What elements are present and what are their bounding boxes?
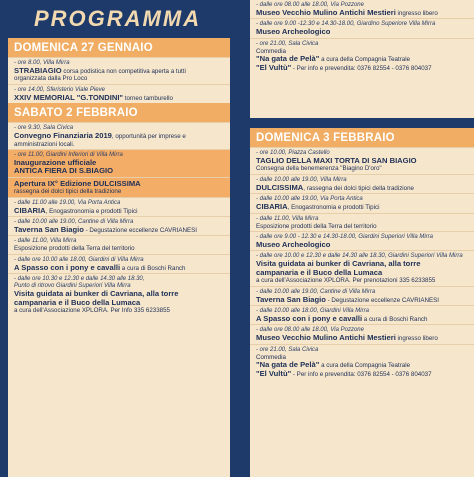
event-line xyxy=(256,260,470,268)
event-description: - Per info e prevendita: 0376 82554 - 0376 804037 xyxy=(291,370,432,378)
event-time-place: - ore 8.00, Villa Mirra xyxy=(14,60,70,66)
event-description: a cura di Boschi Ranch xyxy=(120,264,186,272)
event-description: - Degustazione eccellenze CAVRIANESI xyxy=(325,296,439,304)
event-time-place: - dalle 10.00 alle 19.00, Via Porta Antica xyxy=(256,196,363,203)
event-description: organizzata dalla Pro Loco xyxy=(14,75,88,83)
event-title: "Na gata de Pelà" xyxy=(256,55,320,64)
event-item xyxy=(250,38,474,73)
event-time-place: - dalle ore 10.00 alle 18.00, Giardini di Villa Mirra xyxy=(14,256,144,263)
event-title: "El Vultù" xyxy=(256,369,292,378)
event-description: a cura dell'Associazione XPLORA. Per prenotazioni 335 6233855 xyxy=(256,277,436,285)
event-title: "El Vultù" xyxy=(256,63,292,72)
event-item xyxy=(250,147,474,174)
event-description: ingresso libero xyxy=(395,335,438,343)
event-line xyxy=(14,290,226,298)
event-title: campanaria e il Buco della Lumaca xyxy=(14,298,141,307)
right-bottom-column xyxy=(250,128,474,477)
event-time-place: - dalle 10.00 alle 18.00, Giardini Villa Mirra xyxy=(256,308,369,315)
event-title: A Spasso con i pony e cavalli xyxy=(14,263,121,272)
event-description: amministrazioni locali. xyxy=(14,140,75,148)
event-description: a cura di Boschi Ranch xyxy=(362,316,428,324)
event-description: a cura della Compagnia Teatrale xyxy=(319,362,411,370)
event-description: rassegna dei dolci tipici della tradizione xyxy=(14,188,122,196)
event-item xyxy=(250,344,474,379)
event-time-place: - dalle ore 10.00 e 12.30 e dalle 14.30 alle 18.30, Giardini Superiori Villa Mirra xyxy=(256,253,463,260)
event-description: ingresso libero xyxy=(395,10,438,17)
event-title: XXIV MEMORIAL "G.TONDINI" xyxy=(14,93,124,102)
event-line xyxy=(256,157,470,165)
event-title: CIBARIA xyxy=(14,206,46,215)
event-line xyxy=(14,226,226,234)
event-title: Convegno Finanziaria 2019 xyxy=(14,132,112,141)
event-item xyxy=(250,0,474,18)
event-title: Inaugurazione ufficiale xyxy=(14,159,97,168)
event-line xyxy=(14,67,226,75)
event-time-place: - dalle 11.00, Villa Mirra xyxy=(14,238,77,245)
event-line xyxy=(14,167,226,175)
event-line xyxy=(14,264,226,272)
event-line xyxy=(256,184,470,192)
event-item xyxy=(8,149,230,177)
event-title: "Na gata de Pelà" xyxy=(256,361,320,370)
event-item xyxy=(250,174,474,193)
event-line xyxy=(256,241,470,249)
event-title: Museo Archeologico xyxy=(256,28,331,37)
event-description: torneo tamburello xyxy=(123,94,173,102)
event-item xyxy=(8,216,230,235)
event-title: DULCISSIMA xyxy=(256,183,304,192)
event-line xyxy=(256,277,470,284)
event-time-place: - dalle ore 9.00 -12.30 e 14.30-18.00, Giardino Superiore Villa Mirra xyxy=(256,21,436,28)
event-title: Museo Vecchio Mulino Antichi Mestieri xyxy=(256,9,396,17)
event-description: , opportunità per imprese e xyxy=(111,133,186,141)
event-title: Visita guidata ai bunker di Cavriana, alla torre xyxy=(14,290,179,299)
event-time-place: - dalle ore 08.00 alle 18.00, Via Pozzone xyxy=(256,327,364,334)
event-item xyxy=(250,193,474,212)
event-time-place: - ore 21.00, Sala Civica xyxy=(256,346,319,353)
event-line xyxy=(256,203,470,211)
event-line xyxy=(14,245,226,252)
event-item xyxy=(8,273,230,315)
event-title: Museo Archeologico xyxy=(256,241,331,250)
right-top-column xyxy=(250,0,474,118)
event-description: , Enogastronomia e prodotti Tipici xyxy=(45,207,138,215)
event-time-place: - dalle ore 9.00 - 12.30 e 14.30-18.00, Giardini Superiori Villa Mirra xyxy=(256,234,433,241)
event-line xyxy=(256,370,470,378)
event-description: Commedia xyxy=(256,47,286,55)
event-line xyxy=(256,28,470,36)
event-item xyxy=(8,122,230,149)
event-item xyxy=(250,231,474,250)
event-line xyxy=(256,354,470,361)
event-line xyxy=(256,223,470,230)
event-item xyxy=(250,324,474,343)
event-title: Visita guidata ai bunker di Cavriana, alla torre xyxy=(256,260,421,269)
event-description: Consegna della benemerenza "Biagino D'oro" xyxy=(256,165,382,173)
event-line xyxy=(256,269,470,277)
event-line xyxy=(14,180,226,188)
event-description: - Degustazione eccellenze CAVRIANESI xyxy=(83,227,197,235)
event-line xyxy=(14,299,226,307)
event-item xyxy=(250,305,474,324)
event-time-place: - ore 9.30, Sala Civica xyxy=(14,125,74,132)
event-description: a cura della Compagnia Teatrale xyxy=(319,56,411,64)
event-description: , Enogastronomia e prodotti Tipici xyxy=(287,204,380,212)
event-line xyxy=(14,307,226,314)
event-item xyxy=(8,177,230,197)
event-item xyxy=(8,84,230,103)
event-line xyxy=(256,165,470,172)
event-line xyxy=(14,132,226,140)
event-time-place: - dalle 10.00 alle 19.00, Cantine di Villa Mirra xyxy=(14,219,134,226)
event-item xyxy=(250,250,474,285)
event-time-place: - dalle 11.00, Villa Mirra xyxy=(256,215,319,222)
event-item xyxy=(250,286,474,305)
event-line xyxy=(256,55,470,63)
event-line xyxy=(256,48,470,55)
event-line xyxy=(256,315,470,323)
event-description: , rassegna dei dolci tipici della tradizione xyxy=(303,184,414,192)
event-time-place: - ore 11.00, Giardini Inferiori di Villa Mirra xyxy=(14,152,123,159)
page-title: PROGRAMMA xyxy=(34,6,202,31)
event-time-place: - dalle ore 10.30 e 12.30 e dalle 14.30 alle 18.30, xyxy=(14,276,145,283)
event-line xyxy=(14,141,226,148)
event-title: A Spasso con i pony e cavalli xyxy=(256,315,363,324)
event-title: TAGLIO DELLA MAXI TORTA DI SAN BIAGIO xyxy=(256,157,417,165)
event-line xyxy=(256,361,470,369)
event-description: corsa podistica non competitiva aperta a tutti xyxy=(61,68,186,75)
event-item xyxy=(250,213,474,231)
event-description: Commedia xyxy=(256,353,286,361)
event-title: Taverna San Biagio xyxy=(256,295,326,304)
event-description: Esposizione prodotti della Terra del territorio xyxy=(14,245,135,253)
event-item xyxy=(8,235,230,253)
event-line xyxy=(256,9,470,17)
event-item xyxy=(8,197,230,216)
event-title: ANTICA FIERA DI S.BIAGIO xyxy=(14,167,114,176)
event-item xyxy=(8,254,230,273)
event-item xyxy=(250,18,474,37)
event-line xyxy=(14,75,226,82)
event-line xyxy=(256,64,470,72)
event-time-place: - dalle 10.00 alle 19.00, Cantine di Villa Mirra xyxy=(256,288,376,295)
event-line xyxy=(14,94,226,102)
event-title: Apertura IX° Edizione DULCISSIMA xyxy=(14,179,141,188)
event-description: a cura dell'Associazione XPLORA. Per Info 335 6233855 xyxy=(14,307,170,315)
event-time-place: - ore 14.00, Sferisterio Viale Pieve xyxy=(14,86,105,93)
event-time-place: - dalle ore 08.00 alle 18.00, Via Pozzone xyxy=(256,2,364,8)
event-title: CIBARIA xyxy=(256,203,288,212)
event-title: STRABIAGIO xyxy=(14,67,62,75)
event-line xyxy=(14,207,226,215)
event-time-place: - ore 10.00, Piazza Castello xyxy=(256,150,330,156)
left-column xyxy=(8,38,230,477)
event-title: Taverna San Biagio xyxy=(14,226,84,235)
event-description: Esposizione prodotti della Terra del territorio xyxy=(256,222,377,230)
event-line xyxy=(256,296,470,304)
event-time-place: - ore 21.00, Sala Civica xyxy=(256,40,319,47)
event-time-place: - dalle 10.00 alle 19.00, Villa Mirra xyxy=(256,176,347,183)
event-time-place: - dalle 11.00 alle 19.00, Via Porta Antica xyxy=(14,199,121,206)
event-line xyxy=(14,159,226,167)
event-title: Museo Vecchio Mulino Antichi Mestieri xyxy=(256,334,396,343)
event-description: - Per info e prevendita: 0376 82554 - 0376 804037 xyxy=(291,64,432,72)
day-header: SABATO 2 FEBBRAIO xyxy=(8,103,230,122)
event-item xyxy=(8,57,230,84)
day-header: DOMENICA 3 FEBBRAIO xyxy=(250,128,474,147)
day-header: DOMENICA 27 GENNAIO xyxy=(8,38,230,57)
event-line xyxy=(256,334,470,342)
event-line xyxy=(14,188,226,195)
event-meeting-point: Punto di ritrovo Giardini Superiori Villa Mirra xyxy=(14,283,131,290)
event-title: campanaria e il Buco della Lumaca xyxy=(256,268,383,277)
